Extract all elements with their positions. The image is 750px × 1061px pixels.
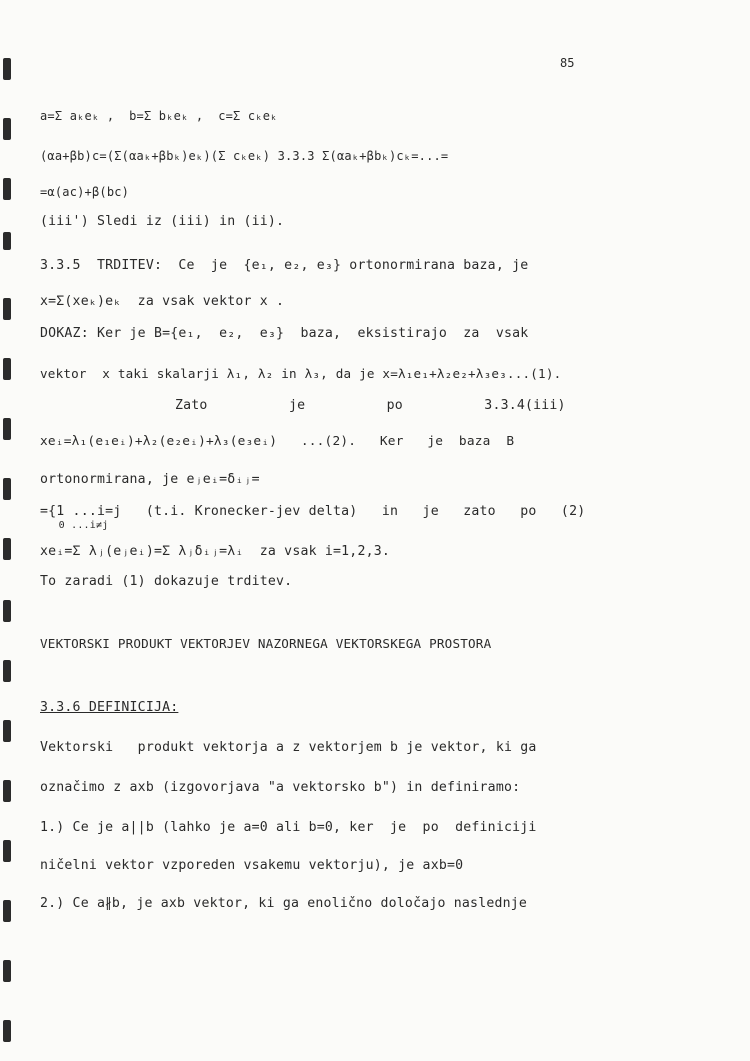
binder-mark [3, 298, 11, 320]
binder-mark [3, 418, 11, 440]
text-line: 2.) Ce a∦b, je axb vektor, ki ga enolično določajo naslednje [40, 896, 528, 911]
text-line: označimo z axb (izgovorjava "a vektorsko b") in definiramo: [40, 780, 521, 795]
binder-mark [3, 1020, 11, 1042]
equation-result: =α(ac)+β(bc) [40, 185, 130, 199]
text-line: ={1 ...i=j (t.i. Kronecker-jev delta) in je zato po (2) [40, 504, 586, 519]
equation-linearity: (αa+βb)c=(Σ(αaₖ+βbₖ)eₖ)(Σ cₖeₖ) 3.3.3 Σ(αaₖ+βbₖ)cₖ=...= [40, 149, 449, 163]
binder-mark [3, 780, 11, 802]
text-line: Vektorski produkt vektorja a z vektorjem b je vektor, ki ga [40, 740, 537, 755]
binder-mark [3, 118, 11, 140]
binder-mark [3, 538, 11, 560]
equation-vectors: a=Σ aₖeₖ , b=Σ bₖeₖ , c=Σ cₖeₖ [40, 109, 278, 123]
proof-line: DOKAZ: Ker je B={e₁, e₂, e₃} baza, eksistirajo za vsak [40, 326, 529, 341]
binder-mark [3, 960, 11, 982]
text-line: To zaradi (1) dokazuje trditev. [40, 574, 293, 589]
text-line: x=Σ(xeₖ)eₖ za vsak vektor x . [40, 294, 285, 309]
binder-mark [3, 478, 11, 500]
text-line: Zato je po 3.3.4(iii) [175, 398, 566, 413]
binder-mark [3, 232, 11, 250]
binder-mark [3, 660, 11, 682]
text-line: (iii') Sledi iz (iii) in (ii). [40, 214, 285, 229]
definition-heading: 3.3.6 DEFINICIJA: [40, 700, 179, 715]
binder-mark [3, 840, 11, 862]
text-line: vektor x taki skalarji λ₁, λ₂ in λ₃, da je x=λ₁e₁+λ₂e₂+λ₃e₃...(1). [40, 366, 562, 381]
binder-mark [3, 900, 11, 922]
theorem-heading: 3.3.5 TRDITEV: Ce je {e₁, e₂, e₃} ortonormirana baza, je [40, 258, 529, 273]
binder-mark [3, 358, 11, 380]
text-line: ortonormirana, je eⱼeᵢ=δᵢⱼ= [40, 472, 260, 487]
page-number: 85 [560, 56, 575, 70]
text-line: ničelni vektor vzporeden vsakemu vektorju), je axb=0 [40, 858, 464, 873]
binder-mark [3, 178, 11, 200]
binder-mark [3, 58, 11, 80]
binder-mark [3, 600, 11, 622]
text-line: xeᵢ=Σ λⱼ(eⱼeᵢ)=Σ λⱼδᵢⱼ=λᵢ za vsak i=1,2,3. [40, 544, 391, 559]
text-line: xeᵢ=λ₁(e₁eᵢ)+λ₂(e₂eᵢ)+λ₃(e₃eᵢ) ...(2). Ker je baza B [40, 434, 515, 449]
binder-mark [3, 720, 11, 742]
text-line: 0 ...i≠j [40, 520, 109, 531]
text-line: 1.) Ce je a||b (lahko je a=0 ali b=0, ker je po definiciji [40, 820, 537, 835]
section-heading: VEKTORSKI PRODUKT VEKTORJEV NAZORNEGA VEKTORSKEGA PROSTORA [40, 636, 492, 651]
